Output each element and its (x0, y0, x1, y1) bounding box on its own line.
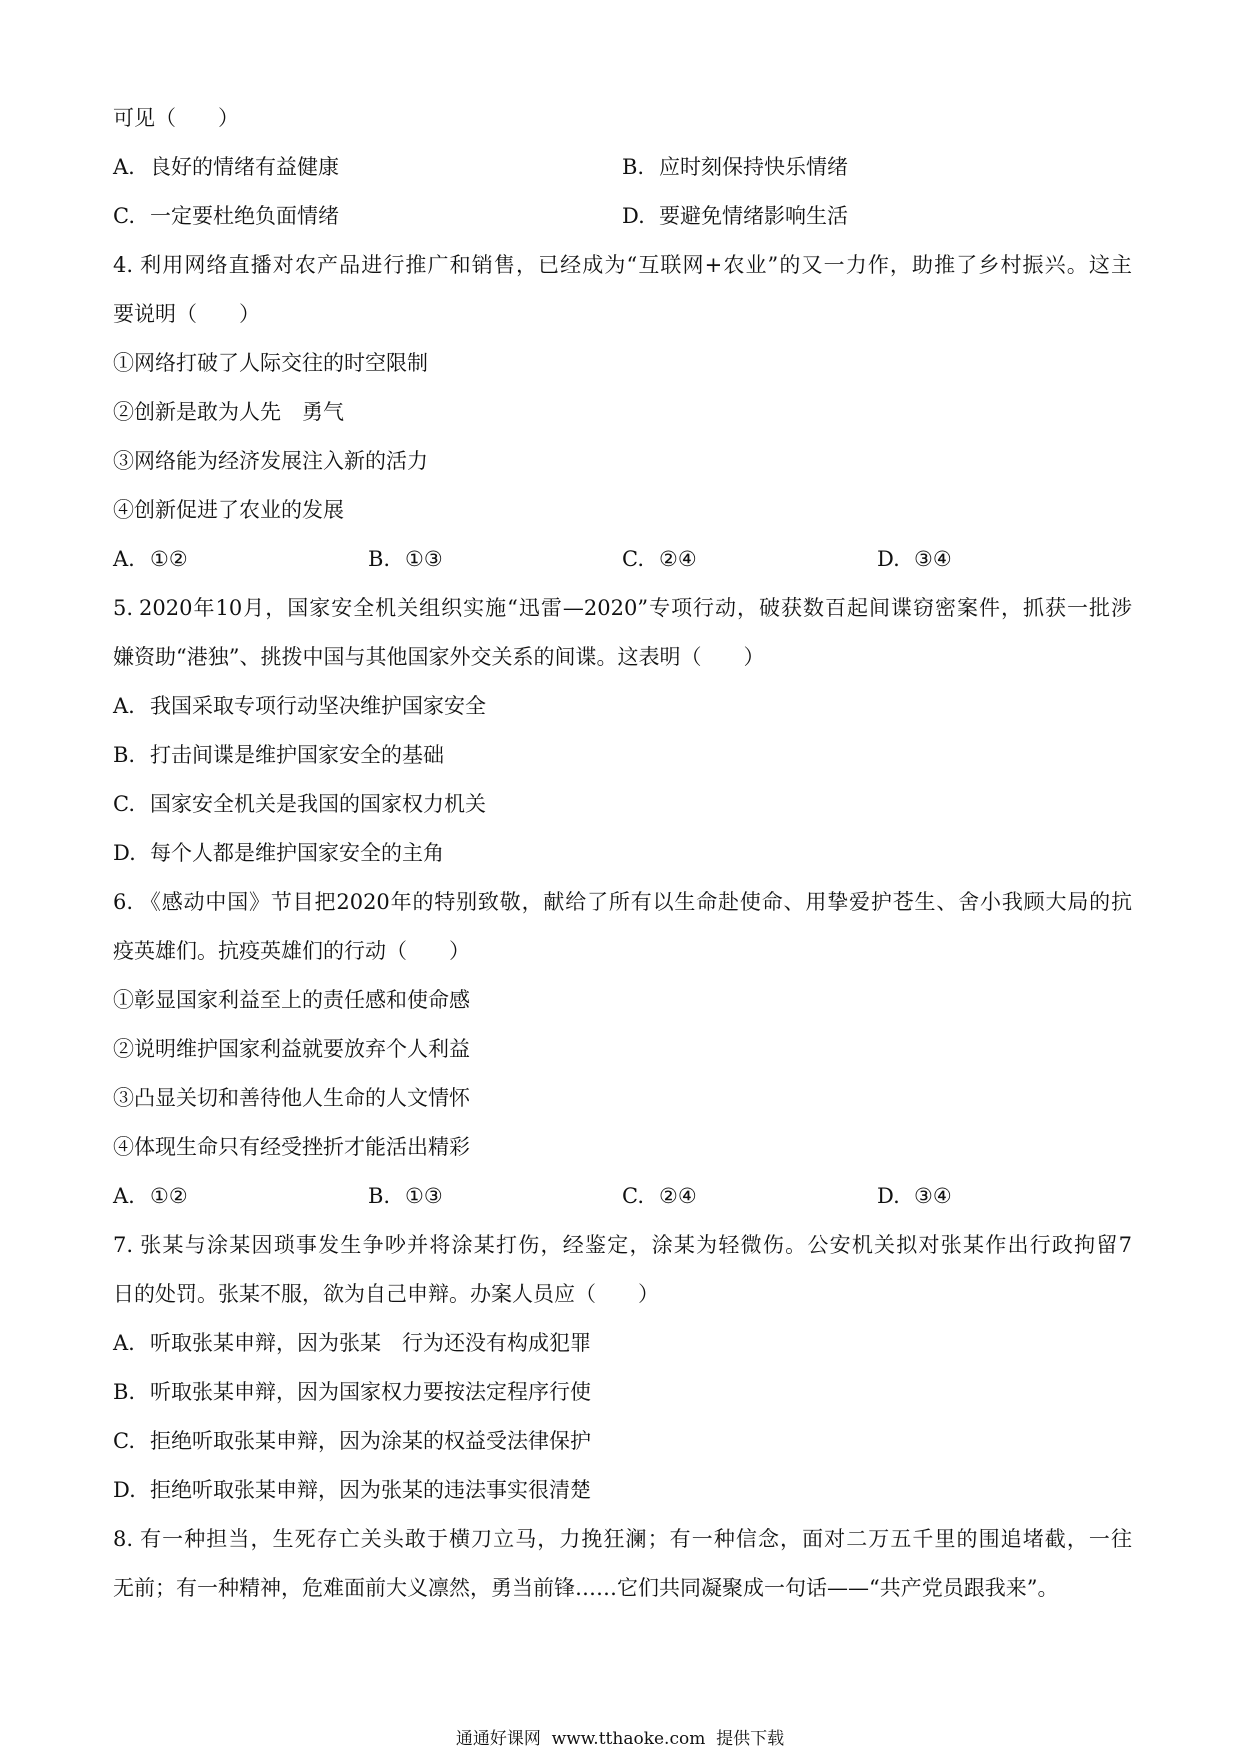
q3-stem-tail (113, 94, 1132, 143)
page-footer: 通通好课网 www.tthaoke.com 提供下载 (455, 1729, 785, 1749)
stem-text: 疫英雄们。抗疫英雄们的行动（ ） (113, 939, 470, 963)
q6-statement-2 (113, 1025, 1132, 1074)
statement-text: ②创新是敢为人先 勇气 (113, 400, 344, 424)
option-letter: B. (368, 1184, 391, 1208)
statement-text: ④创新促进了农业的发展 (113, 498, 344, 522)
q6-option-d (877, 1172, 952, 1221)
q5-stem-line-2 (113, 633, 1132, 682)
q5-option-b (113, 731, 1132, 780)
q4-options (113, 535, 1132, 584)
q4-option-d (877, 535, 952, 584)
q7-option-c (113, 1417, 1132, 1466)
option-text: ①② (150, 1184, 188, 1208)
question-number: 8. (113, 1527, 134, 1551)
question-number: 5. (113, 596, 134, 620)
statement-text: ②说明维护国家利益就要放弃个人利益 (113, 1037, 470, 1061)
q4-statement-2 (113, 388, 1132, 437)
option-letter: B. (622, 155, 645, 179)
option-text: 打击间谍是维护国家安全的基础 (150, 743, 444, 767)
option-text: ①② (150, 547, 188, 571)
option-text: 我国采取专项行动坚决维护国家安全 (150, 694, 486, 718)
option-text: ③④ (914, 547, 952, 571)
q5-option-a (113, 682, 1132, 731)
option-text: 应时刻保持快乐情绪 (659, 155, 848, 179)
stem-text: 无前；有一种精神，危难面前大义凛然，勇当前锋……它们共同凝聚成一句话——“共产党员跟我来”。 (113, 1576, 1059, 1600)
option-text: 拒绝听取张某申辩，因为张某的违法事实很清楚 (150, 1478, 591, 1502)
option-text: 听取张某申辩，因为国家权力要按法定程序行使 (150, 1380, 591, 1404)
q6-stem-line-1 (113, 878, 1132, 927)
q3-option-c (113, 192, 339, 241)
option-text: 听取张某申辩，因为张某 行为还没有构成犯罪 (150, 1331, 591, 1355)
option-text: ①③ (405, 547, 443, 571)
statement-text: ①网络打破了人际交往的时空限制 (113, 351, 428, 375)
option-text: 一定要杜绝负面情绪 (150, 204, 339, 228)
q7-option-b (113, 1368, 1132, 1417)
question-number: 6. (113, 890, 134, 914)
q5-option-d (113, 829, 1132, 878)
stem-text: 要说明（ ） (113, 302, 260, 326)
option-letter: C. (622, 547, 644, 571)
q4-stem-line-2 (113, 290, 1132, 339)
option-text: ③④ (914, 1184, 952, 1208)
q7-option-d (113, 1466, 1132, 1515)
q6-stem-line-2 (113, 927, 1132, 976)
option-letter: D. (113, 841, 136, 865)
q3-options-row-2 (113, 192, 1132, 241)
stem-text: 张某与涂某因琐事发生争吵并将涂某打伤，经鉴定，涂某为轻微伤。公安机关拟对张某作出行政拘留7 (139, 1233, 1132, 1257)
option-letter: A. (113, 694, 135, 718)
q6-statement-3 (113, 1074, 1132, 1123)
q6-option-c (622, 1172, 697, 1221)
stem-text: 日的处罚。张某不服，欲为自己申辩。办案人员应（ ） (113, 1282, 659, 1306)
option-text: 拒绝听取张某申辩，因为涂某的权益受法律保护 (150, 1429, 591, 1453)
option-letter: D. (877, 547, 900, 571)
q6-options (113, 1172, 1132, 1221)
q4-option-b (368, 535, 443, 584)
option-text: ①③ (405, 1184, 443, 1208)
option-letter: A. (113, 1331, 135, 1355)
statement-text: ③凸显关切和善待他人生命的人文情怀 (113, 1086, 470, 1110)
q8-stem-line-2 (113, 1564, 1132, 1613)
q6-statement-4 (113, 1123, 1132, 1172)
q7-option-a (113, 1319, 1132, 1368)
statement-text: ③网络能为经济发展注入新的活力 (113, 449, 428, 473)
statement-text: ①彰显国家利益至上的责任感和使命感 (113, 988, 470, 1012)
option-text: 每个人都是维护国家安全的主角 (150, 841, 444, 865)
q5-option-c (113, 780, 1132, 829)
q4-option-c (622, 535, 697, 584)
option-letter: B. (113, 1380, 136, 1404)
option-letter: D. (877, 1184, 900, 1208)
option-letter: A. (113, 1184, 135, 1208)
stem-text: 2020年10月，国家安全机关组织实施“迅雷—2020”专项行动，破获数百起间谍窃密案件，抓获一批涉 (139, 596, 1132, 620)
stem-text: 有一种担当，生死存亡关头敢于横刀立马，力挽狂澜；有一种信念，面对二万五千里的围追堵截，一往 (139, 1527, 1132, 1551)
question-number: 4. (113, 253, 134, 277)
q4-statement-3 (113, 437, 1132, 486)
option-text: ②④ (659, 547, 697, 571)
q7-stem-line-2 (113, 1270, 1132, 1319)
option-letter: D. (113, 1478, 136, 1502)
statement-text: ④体现生命只有经受挫折才能活出精彩 (113, 1135, 470, 1159)
option-letter: D. (622, 204, 645, 228)
q7-stem-line-1 (113, 1221, 1132, 1270)
option-letter: C. (113, 1429, 135, 1453)
q3-options-row-1 (113, 143, 1132, 192)
q4-statement-4 (113, 486, 1132, 535)
question-number: 7. (113, 1233, 134, 1257)
option-letter: B. (113, 743, 136, 767)
option-letter: B. (368, 547, 391, 571)
q4-option-a (113, 535, 188, 584)
q5-stem-line-1 (113, 584, 1132, 633)
q3-option-a (113, 143, 339, 192)
stem-text: 嫌资助“港独”、挑拨中国与其他国家外交关系的间谍。这表明（ ） (113, 645, 765, 669)
stem-text: 《感动中国》节目把2020年的特别致敬，献给了所有以生命赴使命、用挚爱护苍生、舍小我顾大局的抗 (139, 890, 1132, 914)
q3-option-b (622, 143, 848, 192)
option-text: 要避免情绪影响生活 (659, 204, 848, 228)
option-text: ②④ (659, 1184, 697, 1208)
option-letter: A. (113, 155, 135, 179)
q3-stem-text: 可见（ ） (113, 106, 239, 130)
option-text: 良好的情绪有益健康 (150, 155, 339, 179)
q4-stem-line-1 (113, 241, 1132, 290)
q6-statement-1 (113, 976, 1132, 1025)
option-letter: A. (113, 547, 135, 571)
option-letter: C. (113, 792, 135, 816)
option-text: 国家安全机关是我国的国家权力机关 (150, 792, 486, 816)
q3-option-d (622, 192, 848, 241)
q8-stem-line-1 (113, 1515, 1132, 1564)
option-letter: C. (113, 204, 135, 228)
q6-option-b (368, 1172, 443, 1221)
q4-statement-1 (113, 339, 1132, 388)
stem-text: 利用网络直播对农产品进行推广和销售，已经成为“互联网+农业”的又一力作，助推了乡村振兴。这主 (139, 253, 1132, 277)
option-letter: C. (622, 1184, 644, 1208)
q6-option-a (113, 1172, 188, 1221)
page-content (113, 94, 1132, 1613)
